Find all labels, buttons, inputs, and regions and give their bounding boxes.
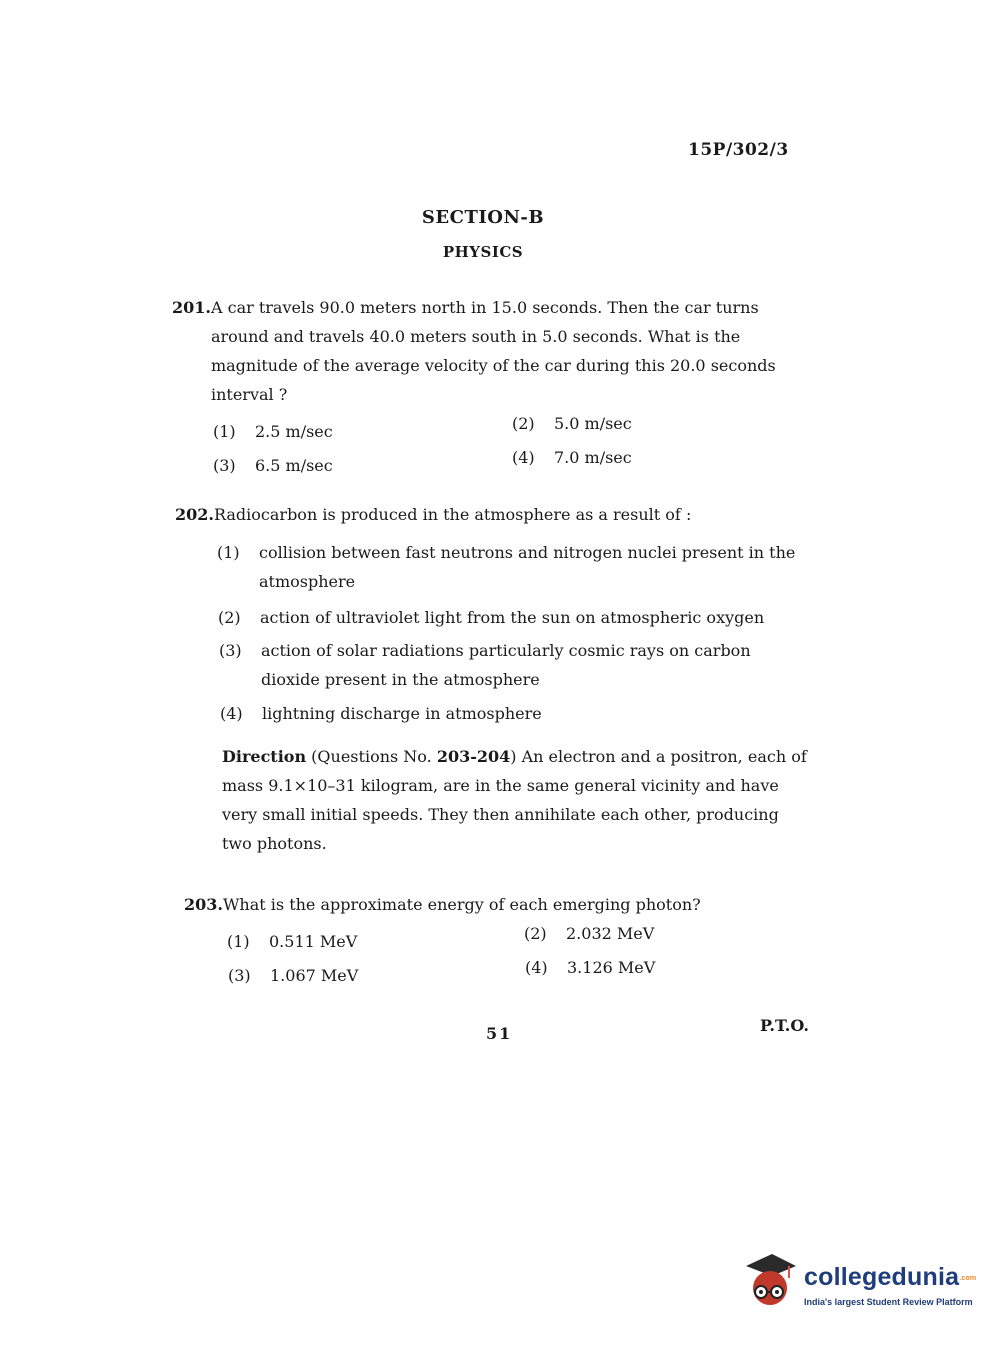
option-202-3[interactable]: [219, 636, 809, 694]
option-203-4[interactable]: [525, 958, 655, 977]
option-number: (4): [512, 448, 535, 467]
option-201-2[interactable]: [512, 414, 632, 433]
option-text: 5.0 m/sec: [554, 414, 632, 433]
option-number: (2): [512, 414, 535, 433]
page-number: 51: [486, 1024, 513, 1043]
direction-range: 203-204: [436, 747, 511, 766]
option-number: (1): [217, 543, 240, 562]
option-number: (3): [219, 641, 242, 660]
direction-label: Direction: [222, 747, 307, 766]
question-number: 201.: [172, 298, 211, 317]
option-text: 0.511 MeV: [269, 932, 358, 951]
option-203-2[interactable]: [524, 924, 654, 943]
option-number: (4): [525, 958, 548, 977]
option-number: (4): [220, 704, 243, 723]
option-201-1[interactable]: [213, 422, 333, 441]
option-text: collision between fast neutrons and nitrogen nuclei present in the atmosphere: [259, 543, 796, 591]
logo-tagline: India's largest Student Review Platform: [804, 1297, 973, 1307]
option-number: (3): [228, 966, 251, 985]
collegedunia-logo-icon: [742, 1252, 798, 1312]
option-text: 7.0 m/sec: [554, 448, 632, 467]
option-number: (2): [524, 924, 547, 943]
paper-code: 15P/302/3: [688, 140, 789, 160]
option-202-4[interactable]: [220, 699, 810, 728]
question-number: 203.: [184, 895, 223, 914]
option-number: (1): [227, 932, 250, 951]
pto-label: P.T.O.: [760, 1016, 809, 1035]
option-203-3[interactable]: [228, 966, 358, 985]
option-text: 3.126 MeV: [567, 958, 656, 977]
option-201-4[interactable]: [512, 448, 632, 467]
option-text: 2.032 MeV: [566, 924, 655, 943]
logo-com: .com: [959, 1274, 977, 1282]
option-text: lightning discharge in atmosphere: [262, 704, 542, 723]
option-number: (1): [213, 422, 236, 441]
section-title: SECTION-B: [421, 207, 545, 228]
question-201: [172, 293, 801, 409]
direction-block: [222, 742, 812, 858]
option-number: (2): [218, 608, 241, 627]
option-text: 6.5 m/sec: [255, 456, 333, 475]
logo-name: collegedunia: [804, 1263, 960, 1291]
question-text: A car travels 90.0 meters north in 15.0 seconds. Then the car turns around and travels 40.0 meters south in 5.0 seconds. What is the magnitude of the average velocity of the car during this 20.0 seconds interval ?: [210, 298, 776, 404]
option-text: 1.067 MeV: [270, 966, 359, 985]
option-203-1[interactable]: [227, 932, 357, 951]
option-text: 2.5 m/sec: [255, 422, 333, 441]
question-number: 202.: [175, 505, 214, 524]
question-203: [184, 890, 701, 919]
direction-text: ) An electron and a positron, each of mass 9.1×10–31 kilogram, are in the same general vicinity and have very small initial speeds. They then annihilate each other, producing two photons.: [222, 747, 807, 853]
subject-title: PHYSICS: [442, 243, 524, 261]
option-202-2[interactable]: [218, 603, 808, 632]
question-text: Radiocarbon is produced in the atmosphere as a result of :: [213, 505, 692, 524]
option-number: (3): [213, 456, 236, 475]
option-201-3[interactable]: [213, 456, 333, 475]
logo-wordmark: [804, 1263, 976, 1292]
option-text: action of solar radiations particularly cosmic rays on carbon dioxide present in the atmosphere: [261, 641, 751, 689]
option-text: action of ultraviolet light from the sun on atmospheric oxygen: [260, 608, 765, 627]
direction-prefix: (Questions No.: [311, 747, 437, 766]
option-202-1[interactable]: [217, 538, 807, 596]
question-text: What is the approximate energy of each emerging photon?: [222, 895, 701, 914]
question-202: [175, 500, 691, 529]
